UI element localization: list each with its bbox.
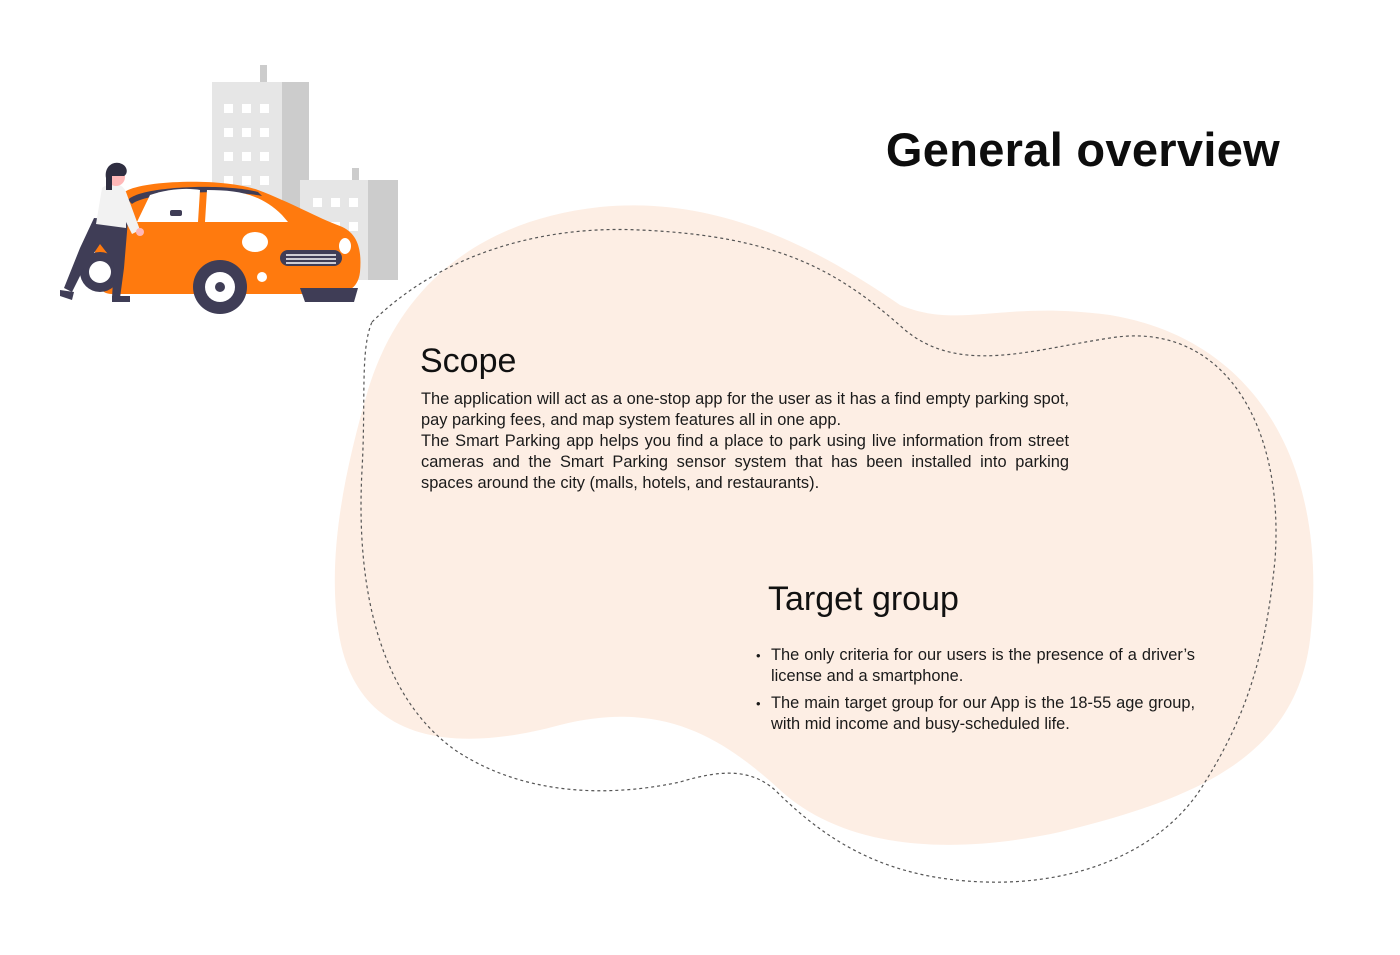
list-item xyxy=(754,645,1195,687)
woman-with-car-city-illustration xyxy=(55,60,405,315)
target-group-list xyxy=(754,645,1195,741)
bullet-marker: • xyxy=(756,648,761,663)
page-title: General overview xyxy=(885,123,1280,176)
scope-paragraph: The application will act as a one-stop app for the user as it has a find empty parking spot, pay parking fees, and map system features all in one app. xyxy=(421,390,1069,429)
bullet-marker: • xyxy=(756,696,761,711)
scope-heading: Scope xyxy=(420,342,517,380)
scope-paragraph: The Smart Parking app helps you find a place to park using live information from street cameras and the Smart Parking sensor system that has been installed into parking spaces around the city (malls, hotels, and restaurants). xyxy=(421,432,1069,492)
list-item-text: The only criteria for our users is the presence of a driver’s license and a smartphone. xyxy=(771,646,1195,685)
list-item xyxy=(754,693,1195,735)
target-group-heading: Target group xyxy=(768,580,959,618)
scope-description xyxy=(421,389,1069,494)
peach-blob xyxy=(335,205,1314,845)
list-item-text: The main target group for our App is the 18-55 age group, with mid income and busy-scheduled life. xyxy=(771,694,1195,733)
